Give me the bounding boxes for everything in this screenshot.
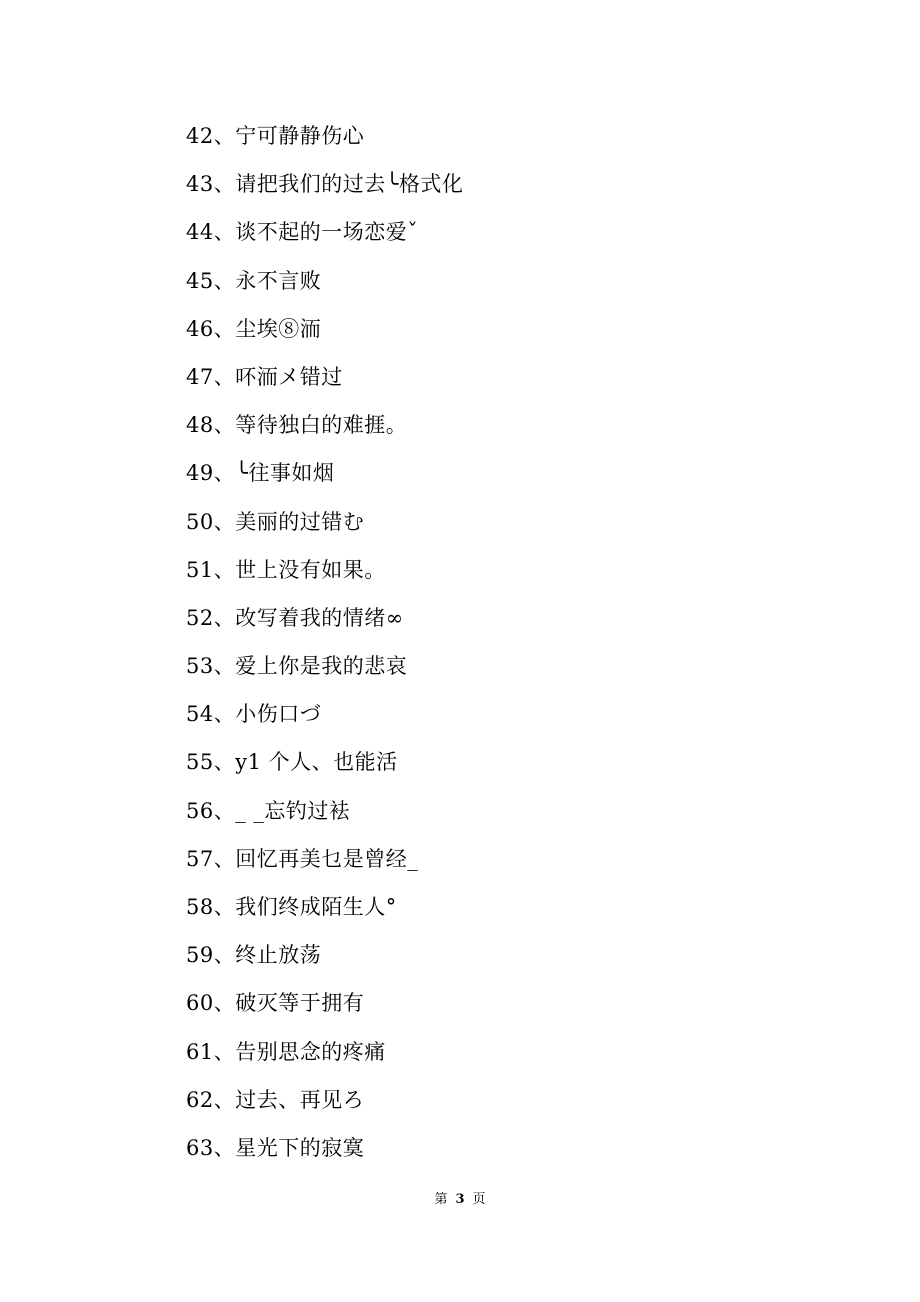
- list-item: 51、世上没有如果。: [186, 557, 386, 582]
- list-item: 46、尘埃⑧洏: [186, 316, 322, 341]
- list-item: 62、过去、再见ろ: [186, 1087, 365, 1112]
- list-item: 53、爱上你是我的悲哀: [186, 654, 408, 679]
- list-item: 61、告别思念的疼痛: [186, 1039, 386, 1064]
- list-item: 48、等待独白的难捱。: [186, 413, 408, 438]
- list-item: 57、回忆再美乜是曾经_: [186, 846, 419, 871]
- list-item: 52、改写着我的情绪∞: [186, 605, 404, 630]
- list-item: 60、破灭等于拥有: [186, 991, 365, 1016]
- footer-prefix: 第: [434, 1192, 448, 1207]
- numbered-list: [186, 112, 463, 1172]
- list-item: 44、谈不起的一场恋爱ˇ: [186, 220, 419, 245]
- page-footer: [0, 1190, 920, 1210]
- list-item: 63、星光下的寂寞: [186, 1135, 365, 1160]
- list-item: 42、宁可静静伤心: [186, 124, 365, 148]
- footer-page-number: 3: [455, 1192, 465, 1207]
- list-item: 59、终止放荡: [186, 943, 322, 968]
- list-item: 45、永不言败: [186, 268, 322, 293]
- list-item: 47、吥洏メ错过: [186, 364, 343, 389]
- list-item: 54、小伤口づ: [186, 702, 322, 727]
- list-item: 50、美丽的过错む: [186, 509, 365, 534]
- list-item: 43、请把我们的过去╰格式化: [186, 172, 464, 197]
- footer-suffix: 页: [472, 1192, 486, 1207]
- list-item: 55、y1 个人、也能活: [186, 750, 398, 775]
- list-item: 58、我们终成陌生人°: [186, 895, 397, 919]
- list-item: 49、╰往事如烟: [186, 461, 335, 486]
- list-item: 56、_ _忘钓过袪: [186, 798, 351, 823]
